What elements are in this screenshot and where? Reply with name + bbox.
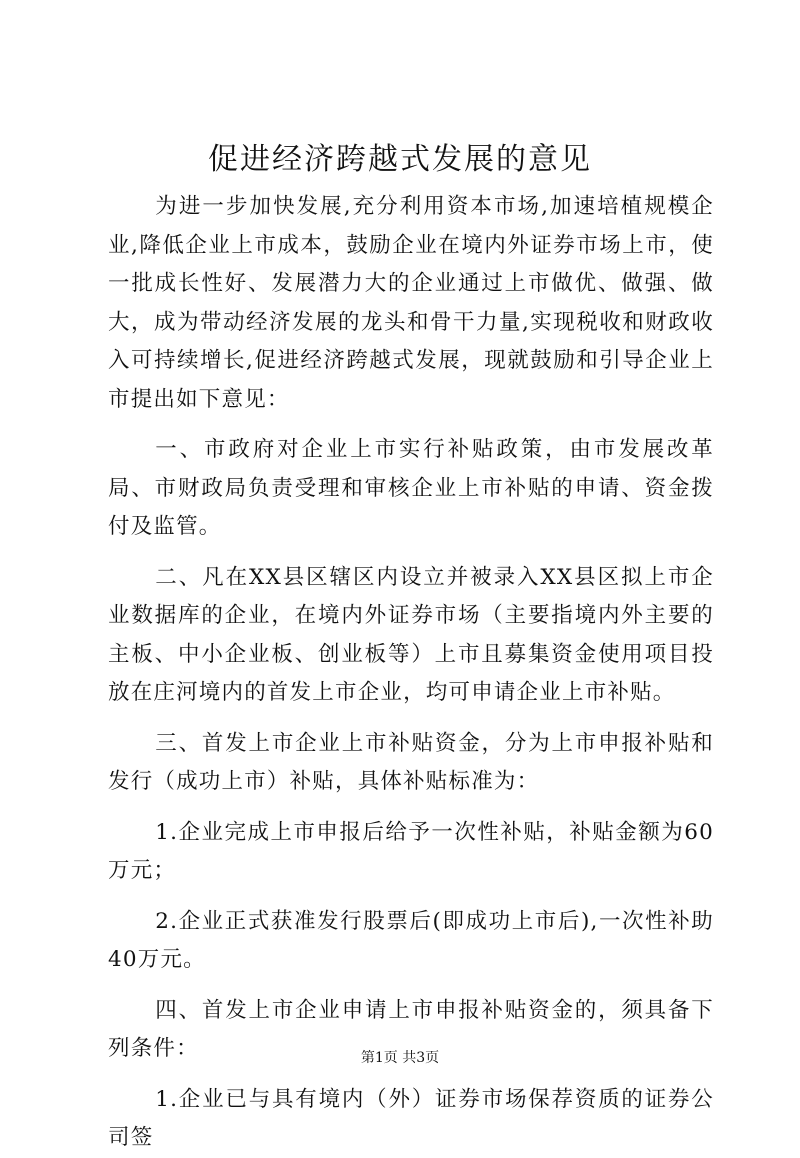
paragraph-item-2: 二、凡在XX县区辖区内设立并被录入XX县区拟上市企业数据库的企业，在境内外证券市场（主要指境内外主要的主板、中小企业板、创业板等）上市且募集资金使用项目投放在庄河境内的首发上市企业，均可申请企业上市补贴。 <box>108 564 714 705</box>
paragraph-subitem-3-1: 1.企业完成上市申报后给予一次性补贴，补贴金额为60万元； <box>108 819 714 883</box>
paragraph-item-1: 一、市政府对企业上市实行补贴政策，由市发展改革局、市财政局负责受理和审核企业上市补贴的申请、资金拨付及监管。 <box>108 437 714 539</box>
paragraph-intro: 为进一步加快发展,充分利用资本市场,加速培植规模企业,降低企业上市成本，鼓励企业在境内外证券市场上市，使一批成长性好、发展潜力大的企业通过上市做优、做强、做大，成为带动经济发展的龙头和骨干力量,实现税收和财政收入可持续增长,促进经济跨越式发展，现就鼓励和引导企业上市提出如下意见： <box>108 194 714 412</box>
page-title: 促进经济跨越式发展的意见 <box>208 142 592 177</box>
paragraph-item-3: 三、首发上市企业上市补贴资金，分为上市申报补贴和发行（成功上市）补贴，具体补贴标准为： <box>108 730 714 794</box>
page-number: 第1页 共3页 <box>360 1050 440 1066</box>
document-body <box>108 188 714 1158</box>
paragraph-item-4: 四、首发上市企业申请上市申报补贴资金的，须具备下列条件： <box>108 997 714 1061</box>
paragraph-subitem-3-2: 2.企业正式获准发行股票后(即成功上市后),一次性补助40万元。 <box>108 908 714 972</box>
page-footer <box>0 1048 800 1068</box>
paragraph-subitem-4-1: 1.企业已与具有境内（外）证券市场保荐资质的证券公司签 <box>108 1086 714 1150</box>
